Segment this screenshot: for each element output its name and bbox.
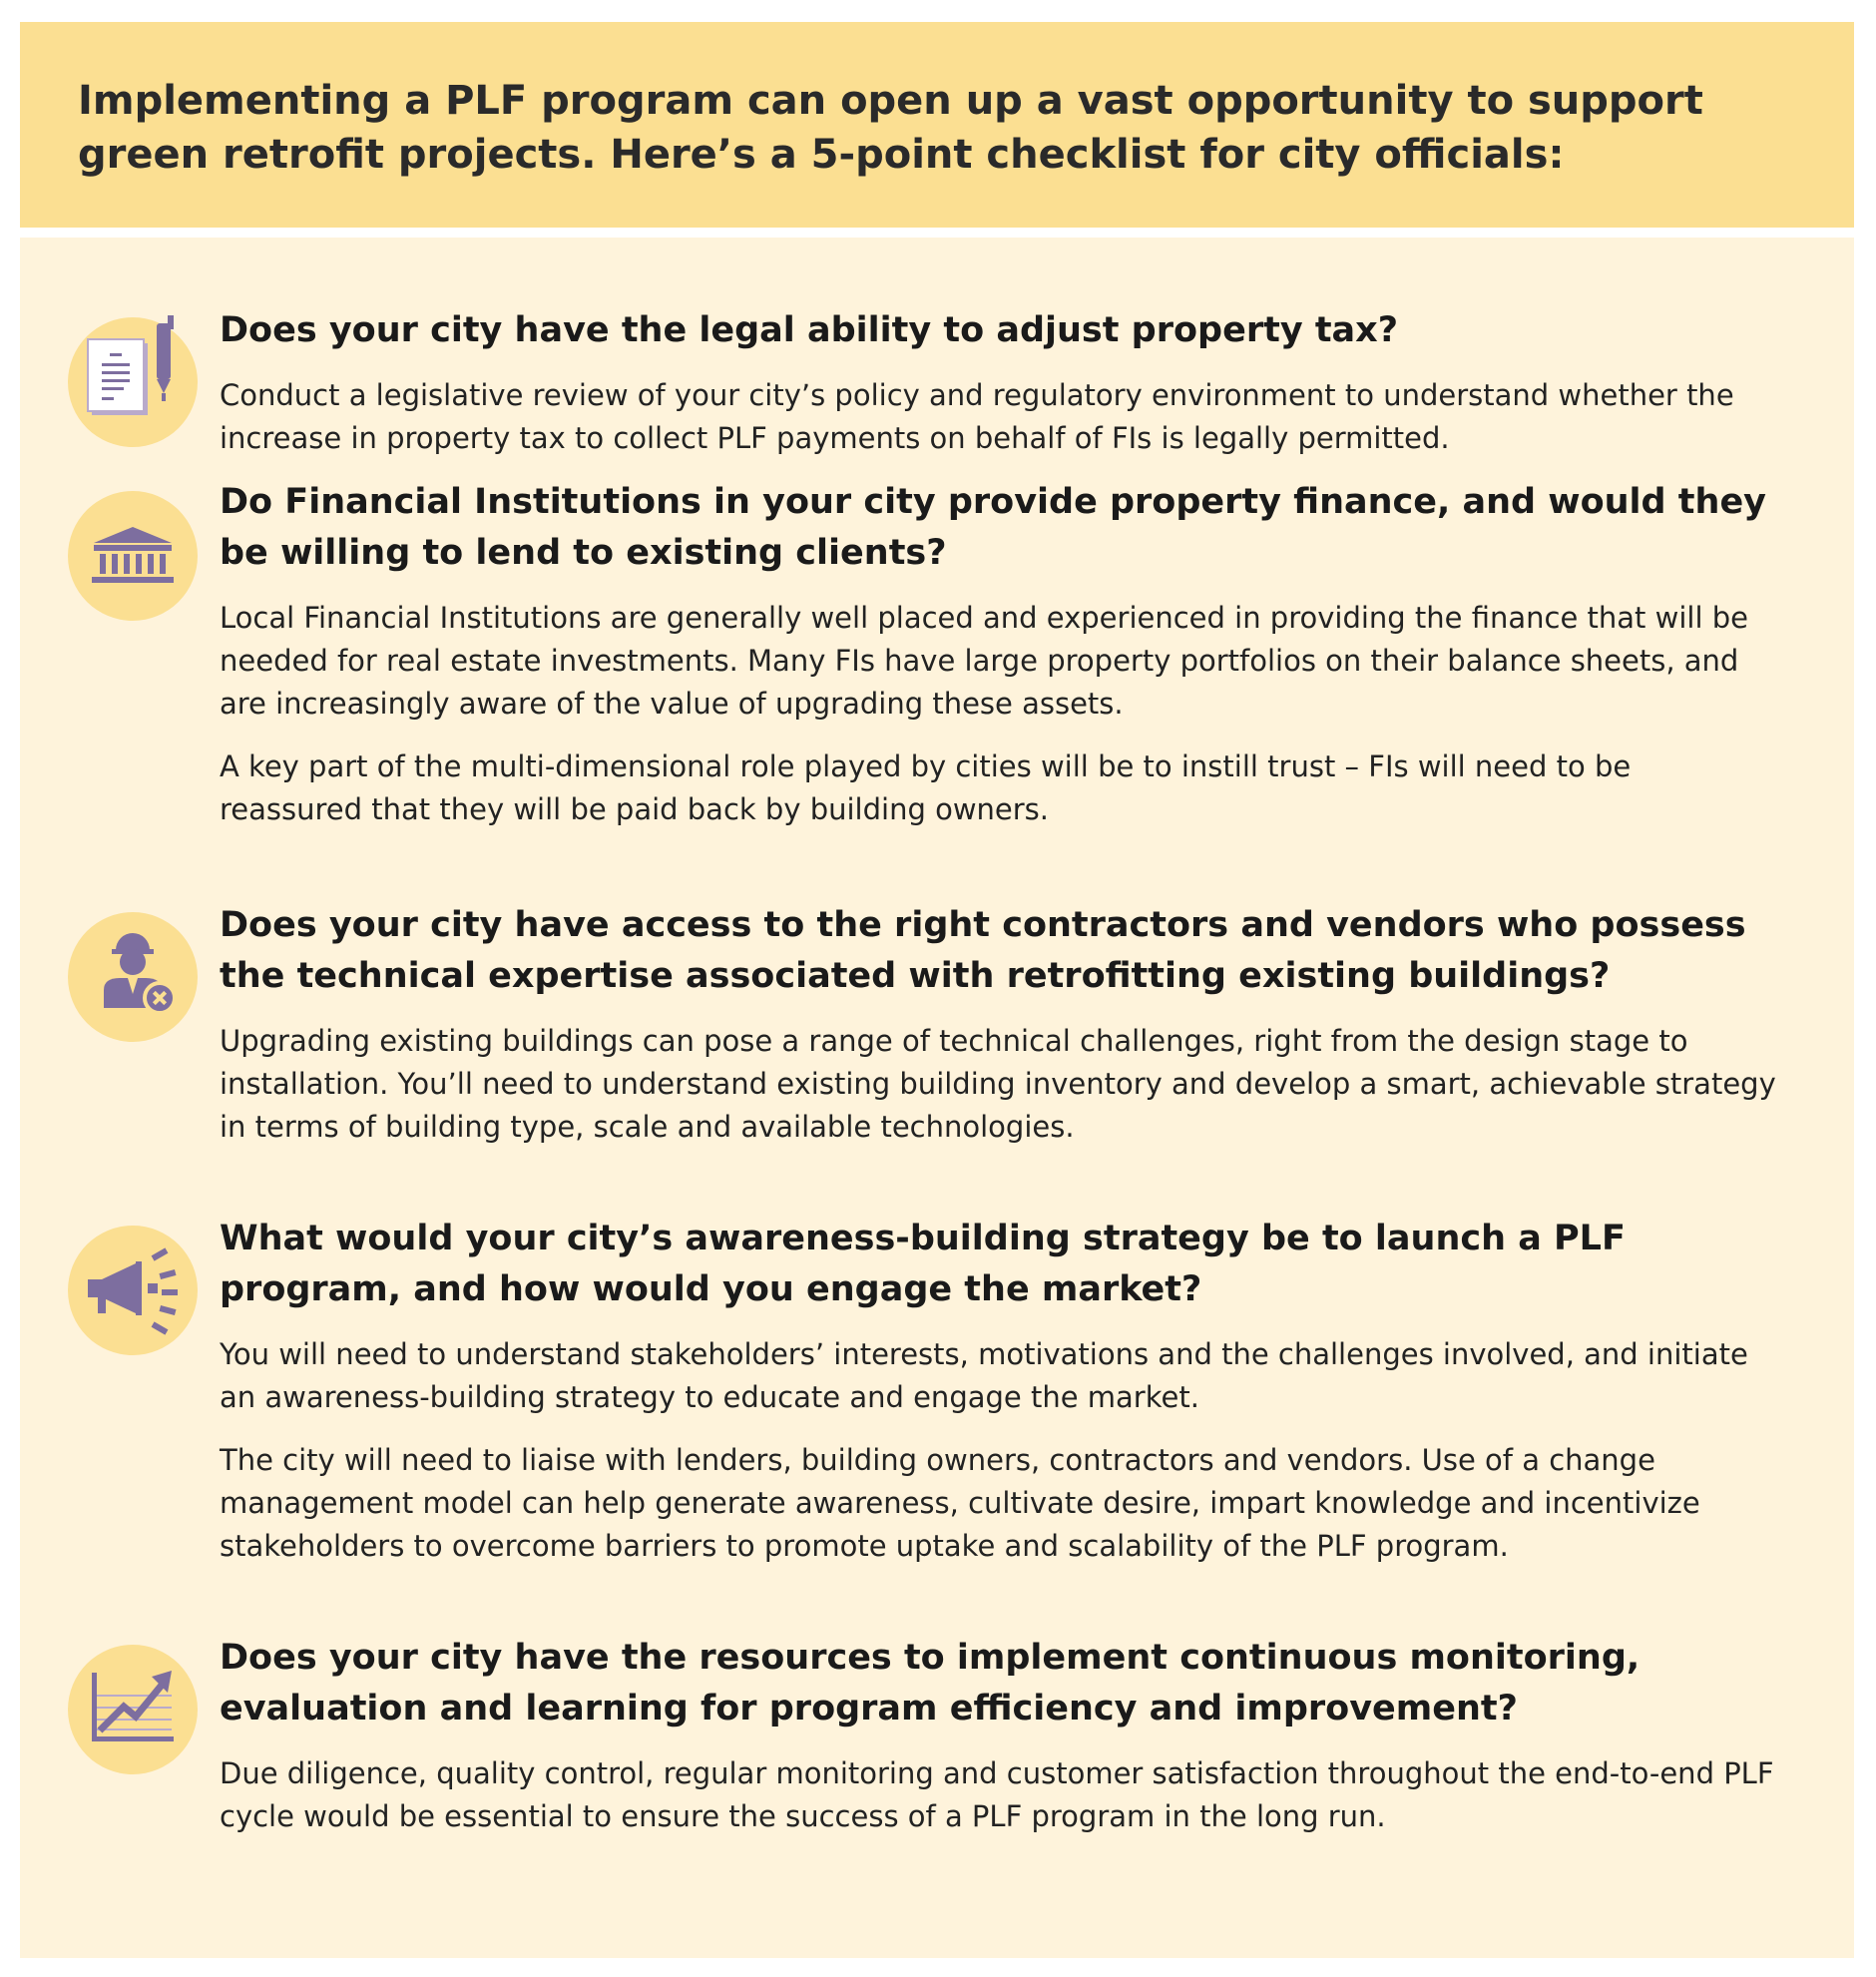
header-banner — [20, 22, 1854, 228]
item-paragraph: Conduct a legislative review of your city’s policy and regulatory environment to understand whether the increase in property tax to collect PLF payments on behalf of FIs is legally permitted. — [220, 378, 1734, 455]
checklist-panel — [20, 238, 1854, 1958]
icon-badge — [68, 1645, 198, 1774]
icon-badge — [68, 317, 198, 447]
item-paragraph: Upgrading existing buildings can pose a range of technical challenges, right from the design stage to installation. You’ll need to understand existing building inventory and develop a smart, achievable strategy in terms of building type, scale and available technologies. — [220, 1024, 1776, 1144]
item-heading: Does your city have the resources to implement continuous monitoring, evaluation and learning for program efficiency and improvement? — [220, 1638, 1641, 1729]
megaphone-icon — [68, 1226, 198, 1355]
page-title: Implementing a PLF program can open up a vast opportunity to support green retrofit projects. Here’s a 5-point checklist for city officials: — [78, 78, 1703, 178]
item-text — [220, 1633, 1776, 1858]
growth-chart-icon — [68, 1645, 198, 1774]
item-text — [220, 305, 1776, 480]
item-heading: Does your city have the legal ability to adjust property tax? — [220, 310, 1399, 350]
item-paragraph: Local Financial Institutions are generally well placed and experienced in providing the finance that will be needed for real estate investments. Many FIs have large property portfolios on their balance sheets, and are increasingly aware of the value of upgrading these assets. — [220, 601, 1749, 721]
document-pen-icon — [68, 317, 198, 447]
icon-badge — [68, 1226, 198, 1355]
item-paragraph: You will need to understand stakeholders’ interests, motivations and the challenges involved, and initiate an awareness-building strategy to educate and engage the market. — [220, 1337, 1748, 1414]
item-text — [220, 900, 1776, 1169]
item-text — [220, 1214, 1776, 1588]
icon-badge — [68, 912, 198, 1042]
item-heading: Does your city have access to the right contractors and vendors who possess the technical expertise associated with retrofitting existing buildings? — [220, 905, 1746, 996]
item-paragraph: A key part of the multi-dimensional role played by cities will be to instill trust – FIs will need to be reassured that they will be paid back by building owners. — [220, 749, 1632, 826]
icon-badge — [68, 491, 198, 621]
item-text — [220, 477, 1776, 851]
item-paragraph: Due diligence, quality control, regular monitoring and customer satisfaction throughout the end-to-end PLF cycle would be essential to ensure the success of a PLF program in the long run. — [220, 1756, 1774, 1833]
item-paragraph: The city will need to liaise with lenders, building owners, contractors and vendors. Use of a change management model can help generate awareness, cultivate desire, impart knowledge and incentivize stakeholders to overcome barriers to promote uptake and scalability of the PLF program. — [220, 1443, 1700, 1563]
bank-icon — [68, 491, 198, 621]
item-heading: Do Financial Institutions in your city provide property finance, and would they be willing to lend to existing clients? — [220, 482, 1766, 573]
item-heading: What would your city’s awareness-building strategy be to launch a PLF program, and how would you engage the market? — [220, 1219, 1626, 1309]
contractor-tools-icon — [68, 912, 198, 1042]
